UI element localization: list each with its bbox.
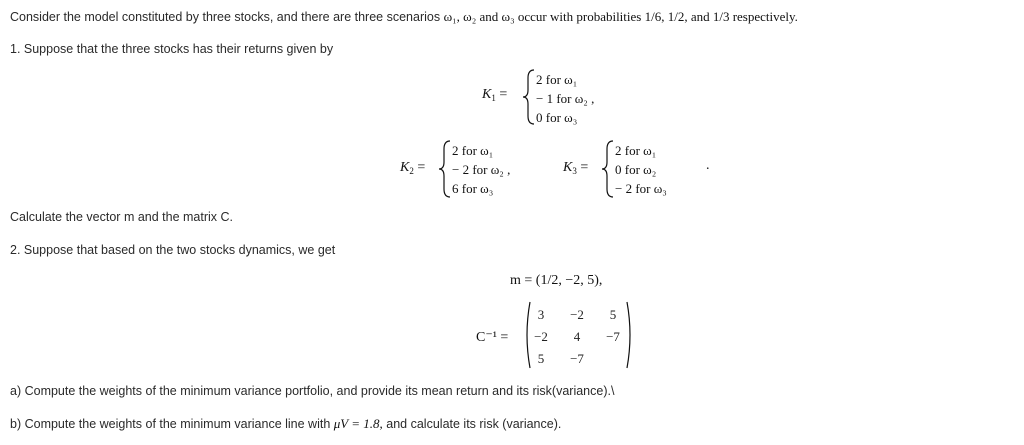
k3-case-3: − 2 for ω₃: [615, 181, 667, 196]
intro-scenarios: ω₁, ω₂ and ω₃ occur with probabilities 1/6, 1/2, and 1/3 respectively.: [443, 9, 798, 24]
k1-case-2: − 1 for ω₂ ,: [536, 91, 595, 106]
question-1-label: 1. Suppose that the three stocks has their returns given by: [10, 42, 334, 56]
k2-case-1: 2 for ω₁: [452, 143, 494, 158]
k1-case-1: 2 for ω₁: [536, 72, 578, 87]
k2-brace: [438, 139, 452, 199]
k3-brace: [601, 139, 615, 199]
question-2-label: 2. Suppose that based on the two stocks dynamics, we get: [10, 243, 336, 257]
k1-cases: [536, 70, 594, 127]
c-inverse-label: C⁻¹ =: [476, 330, 509, 345]
matrix-cell: 5: [537, 351, 545, 366]
k2-case-3: 6 for ω₃: [452, 181, 494, 196]
matrix-cell: −7: [570, 351, 584, 366]
k3-lhs: $K_3$ =: [563, 160, 589, 176]
matrix-cell: 4: [573, 329, 581, 344]
k2-case-2: − 2 for ω₂ ,: [452, 162, 511, 177]
matrix-cell: −2: [534, 329, 548, 344]
matrix-cell: 3: [537, 307, 545, 322]
part-b: [10, 416, 561, 432]
calculate-line: Calculate the vector m and the matrix C.: [10, 210, 234, 224]
k3-case-1: 2 for ω₁: [615, 143, 657, 158]
matrix-cell: −7: [606, 329, 620, 344]
part-a: a) Compute the weights of the minimum variance portfolio, and provide its mean return and its risk(variance).\: [10, 384, 615, 398]
matrix-cell: −2: [570, 307, 584, 322]
intro-line: [10, 9, 798, 25]
m-vector: m = (1/2, −2, 5),: [510, 273, 603, 288]
k2-cases: [452, 141, 510, 198]
k3-case-2: 0 for ω₂: [615, 162, 657, 177]
part-b-math: μV = 1.8,: [333, 416, 383, 431]
part-b-pre: b) Compute the weights of the minimum variance line with: [10, 417, 331, 431]
intro-text: Consider the model constituted by three stocks, and there are three scenarios: [10, 10, 441, 24]
k3-period: .: [706, 158, 710, 173]
part-b-post: and calculate its risk (variance).: [386, 417, 562, 431]
k1-case-3: 0 for ω₃: [536, 110, 578, 125]
k1-brace: [522, 68, 536, 126]
k3-cases: [615, 141, 667, 198]
k1-lhs: $K_1$ =: [482, 87, 508, 103]
matrix-cell: 5: [609, 307, 617, 322]
k2-lhs: $K_2$ =: [400, 160, 426, 176]
